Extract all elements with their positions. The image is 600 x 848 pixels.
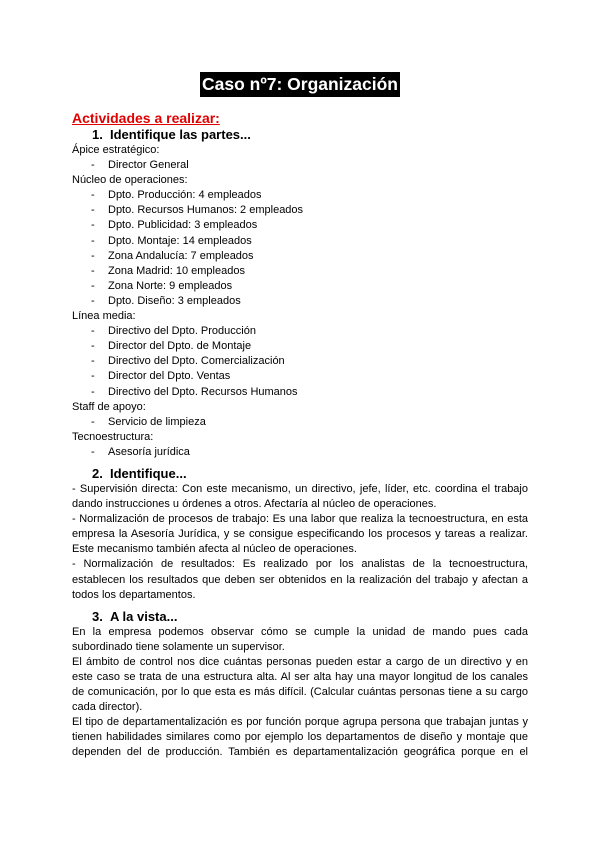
list-item [72, 339, 528, 354]
paragraph: El tipo de departamentalización es por función porque agrupa persona que trabajan juntas y tienen habilidades similares como por ejemplo los departamentos de diseño y montaje que dependen del de producción. También es departamentalización geográfica porque en el [72, 716, 528, 759]
group-label: Tecnoestructura: [72, 430, 154, 443]
title-block [72, 72, 528, 100]
list-dash: - [91, 355, 95, 368]
list-item-text: Dpto. Montaje: 14 empleados [108, 234, 252, 247]
section-2-number: 2. [92, 465, 103, 481]
list-dash: - [91, 370, 95, 383]
list-dash: - [91, 279, 95, 292]
list-item [72, 369, 528, 384]
group-label: Núcleo de operaciones: [72, 174, 188, 187]
list-item-text: Director del Dpto. Ventas [108, 370, 231, 383]
list-item-text: Zona Andalucía: 7 empleados [108, 249, 254, 262]
list-item-text: Dpto. Recursos Humanos: 2 empleados [108, 204, 304, 217]
activities-heading: Actividades a realizar: [72, 110, 220, 126]
section-1-content [72, 143, 528, 460]
section-2-heading [92, 466, 528, 482]
list-item [72, 445, 528, 460]
list-item [72, 249, 528, 264]
list-item [72, 279, 528, 294]
list-item-text: Asesoría jurídica [108, 445, 190, 458]
list-item [72, 385, 528, 400]
list-item [72, 354, 528, 369]
list-dash: - [91, 325, 95, 338]
group-label: Ápice estratégico: [72, 144, 160, 156]
list-dash: - [91, 415, 95, 428]
paragraph: - Normalización de resultados: Es realizado por los analistas de la tecnoestructura, establecen los resultados que deben ser obtenidos en la realización del trabajo y afectan a todos los departamentos. [72, 558, 528, 601]
list-item-text: Zona Norte: 9 empleados [108, 279, 233, 292]
list-item [72, 203, 528, 218]
list-item-text: Dpto. Publicidad: 3 empleados [108, 219, 258, 232]
paragraph: En la empresa podemos observar cómo se cumple la unidad de mando pues cada subordinado tiene solamente un supervisor. [72, 625, 528, 653]
group-label: Línea media: [72, 310, 136, 323]
section-1-number: 1. [92, 127, 103, 142]
section-1-title: Identifique las partes... [110, 127, 251, 142]
list-item-text: Director General [108, 159, 189, 172]
paragraph: El ámbito de control nos dice cuántas personas pueden estar a cargo de un directivo y en este caso se trata de una estructura alta. Al ser alta hay una mayor longitud de los canales de comunicación, por lo que esta es más difícil. (Calcular cuántas personas tiene a su cargo cada director). [72, 655, 528, 714]
section-3-number: 3. [92, 608, 103, 624]
section-3-heading [92, 609, 528, 625]
list-item-text: Zona Madrid: 10 empleados [108, 264, 245, 277]
list-dash: - [91, 340, 95, 353]
list-dash: - [91, 204, 95, 217]
list-dash: - [91, 445, 95, 458]
list-item-text: Dpto. Diseño: 3 empleados [108, 294, 241, 307]
paragraph: - Supervisión directa: Con este mecanismo, un directivo, jefe, líder, etc. coordina el trabajo dando instrucciones u órdenes a otros. Afectaría al núcleo de operaciones. [72, 482, 528, 511]
page-title: Caso nº7: Organización [200, 72, 400, 97]
section-3-title: A la vista... [110, 608, 178, 624]
list-dash: - [91, 249, 95, 262]
list-item [72, 324, 528, 339]
list-item [72, 234, 528, 249]
list-dash: - [91, 234, 95, 247]
section-1-heading [92, 127, 528, 143]
list-dash: - [91, 294, 95, 307]
group-label: Staff de apoyo: [72, 400, 146, 413]
list-item [72, 158, 528, 173]
list-dash: - [91, 219, 95, 232]
list-item-text: Directivo del Dpto. Producción [108, 325, 256, 338]
list-item-text: Directivo del Dpto. Recursos Humanos [108, 385, 298, 398]
list-item-text: Directivo del Dpto. Comercialización [108, 355, 285, 368]
section-2-title: Identifique... [110, 465, 187, 481]
list-item-text: Servicio de limpieza [108, 415, 206, 428]
list-dash: - [91, 159, 95, 172]
list-item [72, 294, 528, 309]
list-dash: - [91, 189, 95, 202]
list-item-text: Director del Dpto. de Montaje [108, 340, 252, 353]
document-page [72, 0, 528, 761]
list-item-text: Dpto. Producción: 4 empleados [108, 189, 262, 202]
list-item [72, 218, 528, 233]
list-dash: - [91, 385, 95, 398]
list-item [72, 264, 528, 279]
list-item [72, 188, 528, 203]
list-dash: - [91, 264, 95, 277]
list-item [72, 415, 528, 430]
paragraph: - Normalización de procesos de trabajo: Es una labor que realiza la tecnoestructura, en esta empresa la Asesoría Jurídica, y se consigue especificando los procesos y tareas a realizar. Este mecanismo también afecta al núcleo de operaciones. [72, 513, 528, 556]
